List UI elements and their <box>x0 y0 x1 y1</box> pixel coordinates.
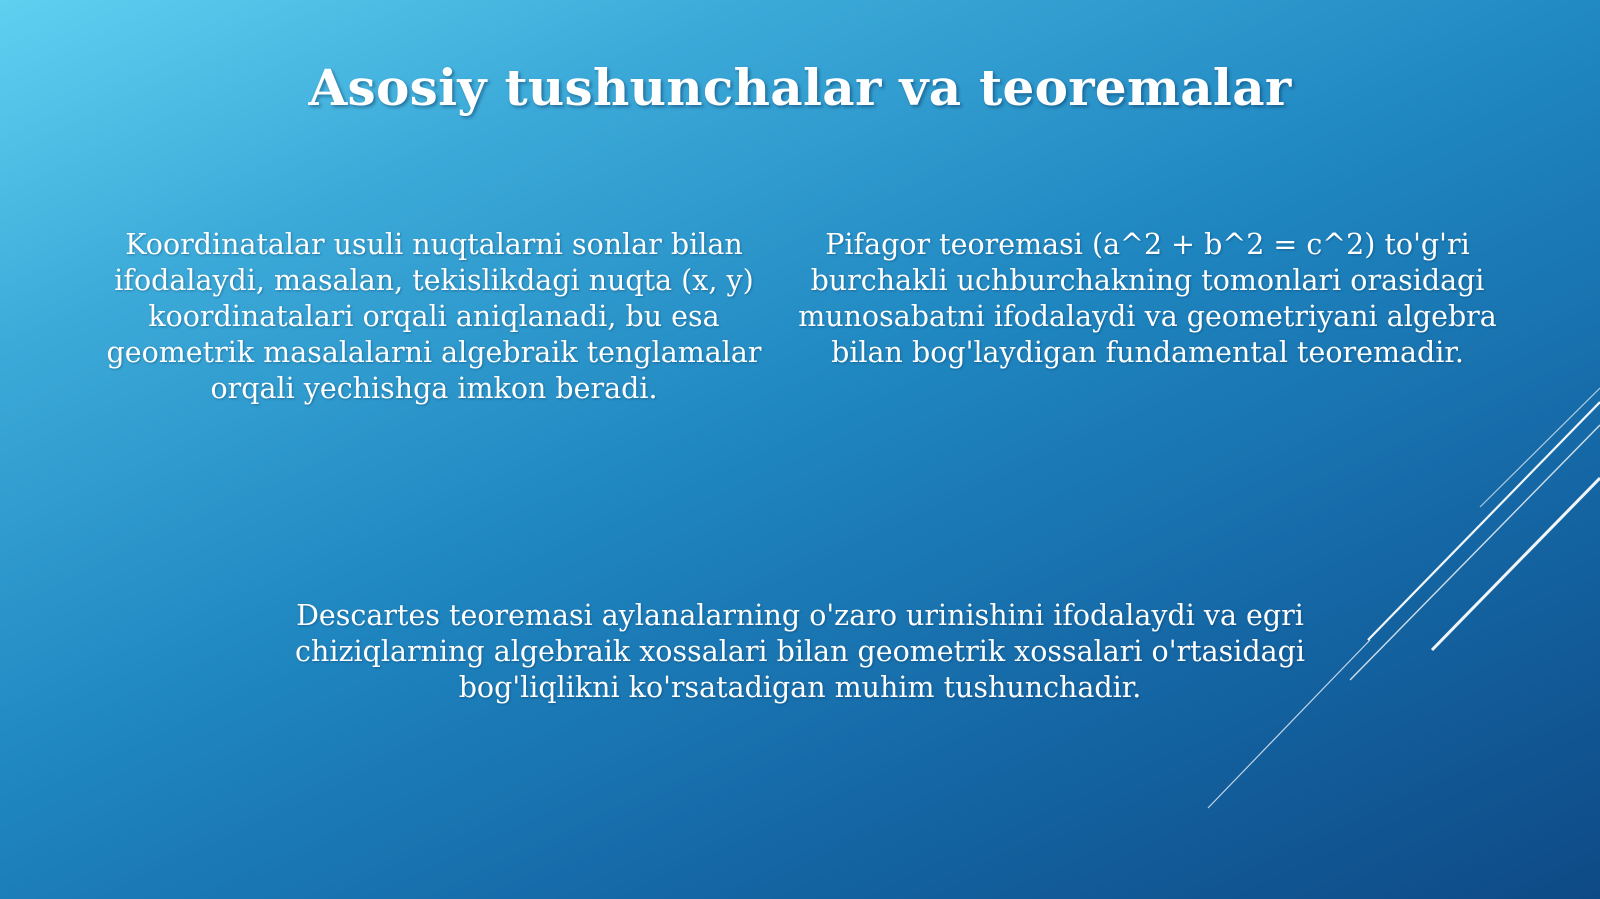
paragraph-coordinates-method: Koordinatalar usuli nuqtalarni sonlar bilan ifodalaydi, masalan, tekislikdagi nuqta (x, y) koordinatalari orqali aniqlanadi, bu esa geometrik masalalarni algebraik tenglamalar orqali yechishga imkon beradi. <box>106 228 762 405</box>
paragraph-descartes-theorem: Descartes teoremasi aylanalarning o'zaro urinishini ifodalaydi va egri chiziqlarning algebraik xossalari bilan geometrik xossalari o'rtasidagi bog'liqlikni ko'rsatadigan muhim tushunchadir. <box>295 599 1305 704</box>
decorative-line <box>1480 388 1600 507</box>
decorative-line <box>1368 402 1600 640</box>
slide-title: Asosiy tushunchalar va teoremalar <box>308 58 1292 117</box>
decorative-line <box>1350 425 1600 680</box>
decorative-line <box>1432 478 1600 650</box>
decorative-line <box>1208 640 1370 808</box>
paragraph-pythagorean-theorem: Pifagor teoremasi (a^2 + b^2 = c^2) to'g'ri burchakli uchburchakning tomonlari orasidagi munosabatni ifodalaydi va geometriyani algebra bilan bog'laydigan fundamental teoremadir. <box>798 228 1497 369</box>
